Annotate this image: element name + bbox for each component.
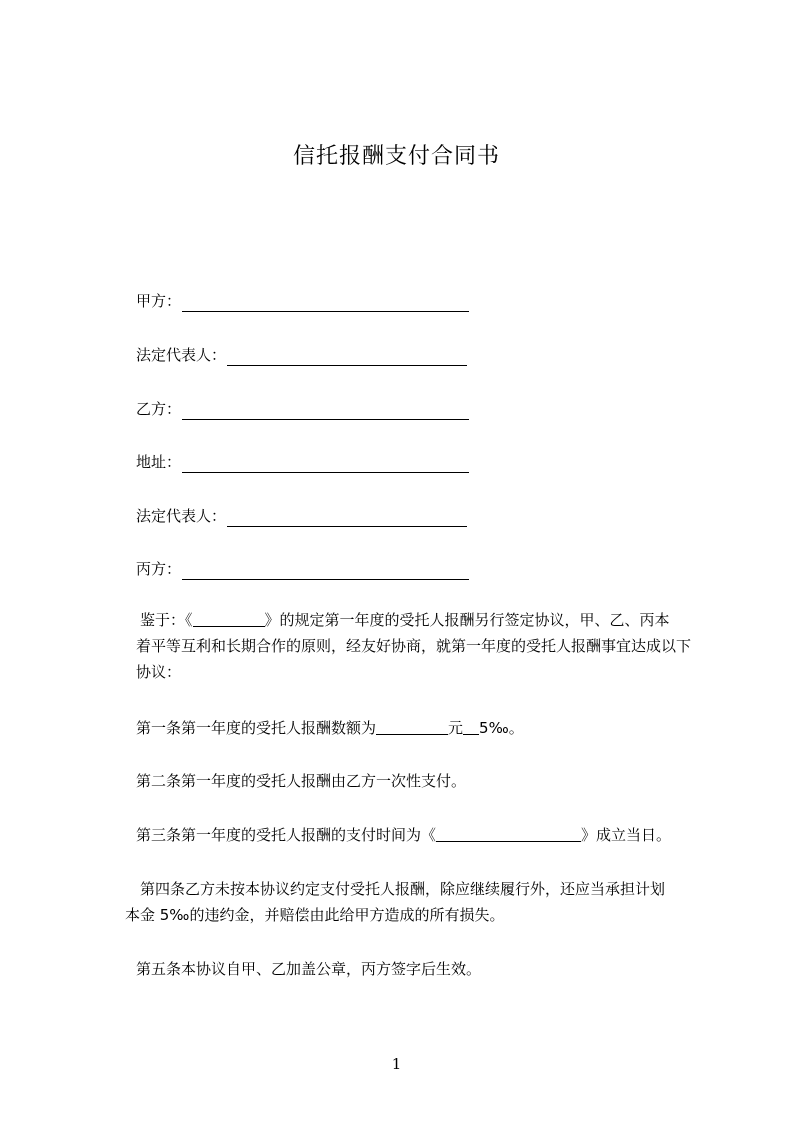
address-field	[136, 451, 469, 473]
preamble-text-a: 鉴于：《	[140, 611, 193, 629]
legal-rep-2-field	[136, 505, 467, 527]
party-b-label: 乙方：	[136, 400, 182, 418]
article-2: 第二条第一年度的受托人报酬由乙方一次性支付。	[136, 772, 467, 790]
legal-rep-1-blank-line	[227, 349, 467, 366]
preamble-line-1	[136, 607, 706, 633]
article-1-blank-rate	[463, 718, 479, 735]
article-4-line-2: 本金 5‰的违约金，并赔偿由此给甲方造成的所有损失。	[125, 906, 505, 924]
party-a-field	[136, 290, 469, 312]
article-5: 第五条本协议自甲、乙加盖公章，丙方签字后生效。	[136, 960, 482, 978]
legal-rep-1-label: 法定代表人：	[136, 346, 227, 364]
article-4-line-1: 第四条乙方未按本协议约定支付受托人报酬，除应继续履行外，还应当承担计划	[140, 880, 666, 898]
preamble-line-2: 着平等互利和长期合作的原则，经友好协商，就第一年度的受托人报酬事宜达成以下	[136, 637, 692, 655]
preamble-text-b: 》的规定第一年度的受托人报酬另行签定协议，甲、乙、丙本	[264, 611, 670, 629]
address-label: 地址：	[136, 453, 182, 471]
article-1-text-a: 第一条第一年度的受托人报酬数额为	[136, 719, 377, 737]
party-c-blank-line	[182, 563, 469, 580]
party-b-field	[136, 398, 469, 420]
party-a-label: 甲方：	[136, 292, 182, 310]
party-b-blank-line	[182, 403, 469, 420]
document-title: 信托报酬支付合同书	[292, 144, 500, 169]
article-1-text-b: 元	[448, 719, 464, 737]
article-4	[125, 876, 706, 928]
page-number: 1	[391, 1055, 402, 1073]
article-3-text-a: 第三条第一年度的受托人报酬的支付时间为《	[136, 826, 437, 844]
article-1-blank-amount	[376, 718, 448, 735]
preamble-line-3: 协议：	[136, 663, 182, 681]
article-3-blank	[436, 825, 581, 842]
article-1	[136, 715, 706, 741]
article-3-text-b: 》成立当日。	[581, 826, 672, 844]
preamble-blank	[193, 610, 265, 627]
article-3	[136, 822, 706, 848]
legal-rep-1-field	[136, 344, 467, 366]
party-c-label: 丙方：	[136, 560, 182, 578]
legal-rep-2-label: 法定代表人：	[136, 507, 227, 525]
address-blank-line	[182, 456, 469, 473]
preamble-paragraph	[136, 607, 706, 685]
legal-rep-2-blank-line	[227, 510, 467, 527]
article-1-text-c: 5‰。	[479, 719, 524, 737]
party-a-blank-line	[182, 295, 469, 312]
party-c-field	[136, 558, 469, 580]
